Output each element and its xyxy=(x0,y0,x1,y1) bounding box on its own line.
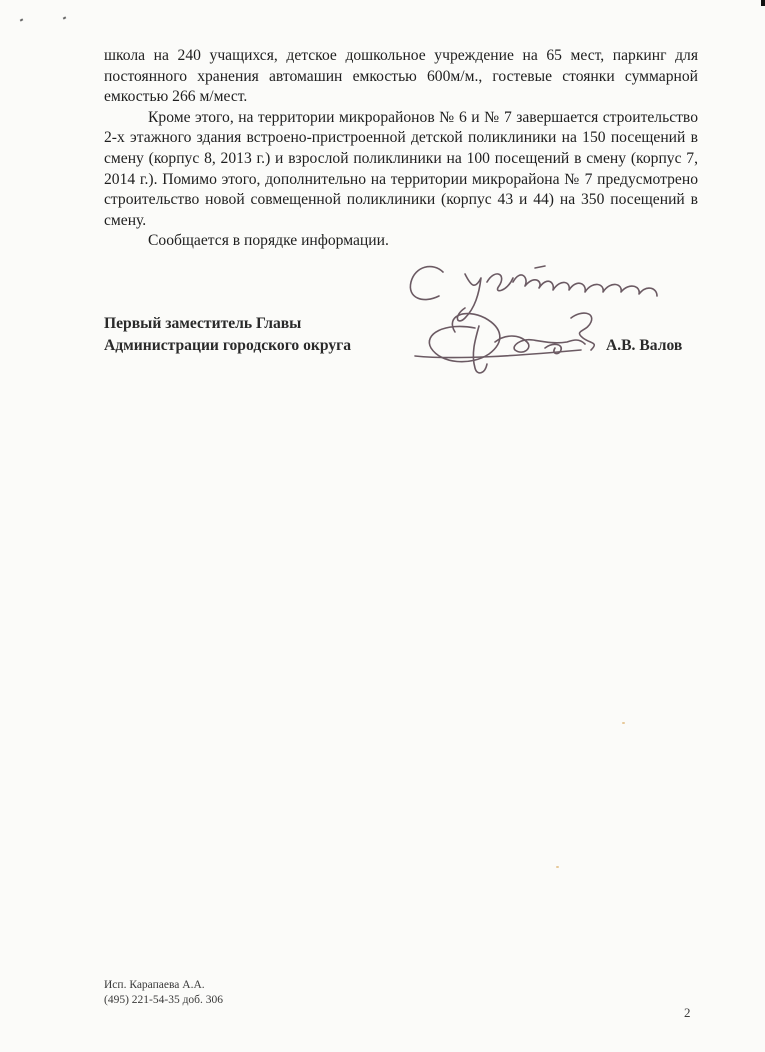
signature-stroke xyxy=(571,313,594,350)
signatory-title-line-2: Администрации городского округа xyxy=(104,337,352,354)
executor-footer xyxy=(104,978,223,1008)
signature-stroke xyxy=(513,275,657,296)
signature-stroke xyxy=(429,314,500,362)
signatory-title-line-1: Первый заместитель Главы xyxy=(104,315,302,332)
signature-stroke xyxy=(535,266,545,268)
scan-mark xyxy=(63,16,67,19)
executor-phone: (495) 221-54-35 доб. 306 xyxy=(104,994,224,1006)
paragraph-2: Кроме этого, на территории микрорайонов № 6 и № 7 завершается строительство 2-х этажного здания встроено-пристроенной детской поликлиники на 150 посещений в смену (корпус 8, 2013 г.) и взрослой поликлиники на 100 посещений в смену (корпус 7, 2014 г.). Помимо этого, дополнительно на территории микрорайона № 7 предусмотрено строительство новой совмещенной поликлиники (корпус 43 и 44) на 350 посещений в смену. xyxy=(104,108,698,229)
document-body xyxy=(104,46,698,252)
page-number: 2 xyxy=(684,1005,691,1020)
signatory-title xyxy=(104,313,351,357)
scan-edge-mark xyxy=(761,0,765,6)
paragraph-1: школа на 240 учащихся, детское дошкольное учреждение на 65 мест, паркинг для постоянного хранения автомашин емкостью 600м/м., гостевые стоянки суммарной емкостью 266 м/мест. xyxy=(104,47,698,106)
handwritten-signature xyxy=(395,238,695,388)
paragraph-3: Сообщается в порядке информации. xyxy=(148,232,389,250)
signature-stroke xyxy=(473,326,487,373)
signature-stroke xyxy=(487,274,513,291)
signature-stroke xyxy=(410,267,443,300)
scan-mark xyxy=(20,18,24,21)
scan-speck xyxy=(556,866,559,868)
executor-name: Исп. Карапаева А.А. xyxy=(104,979,205,991)
signatory-name: А.В. Валов xyxy=(606,337,683,354)
signature-stroke xyxy=(495,336,585,352)
scan-speck xyxy=(622,722,625,724)
